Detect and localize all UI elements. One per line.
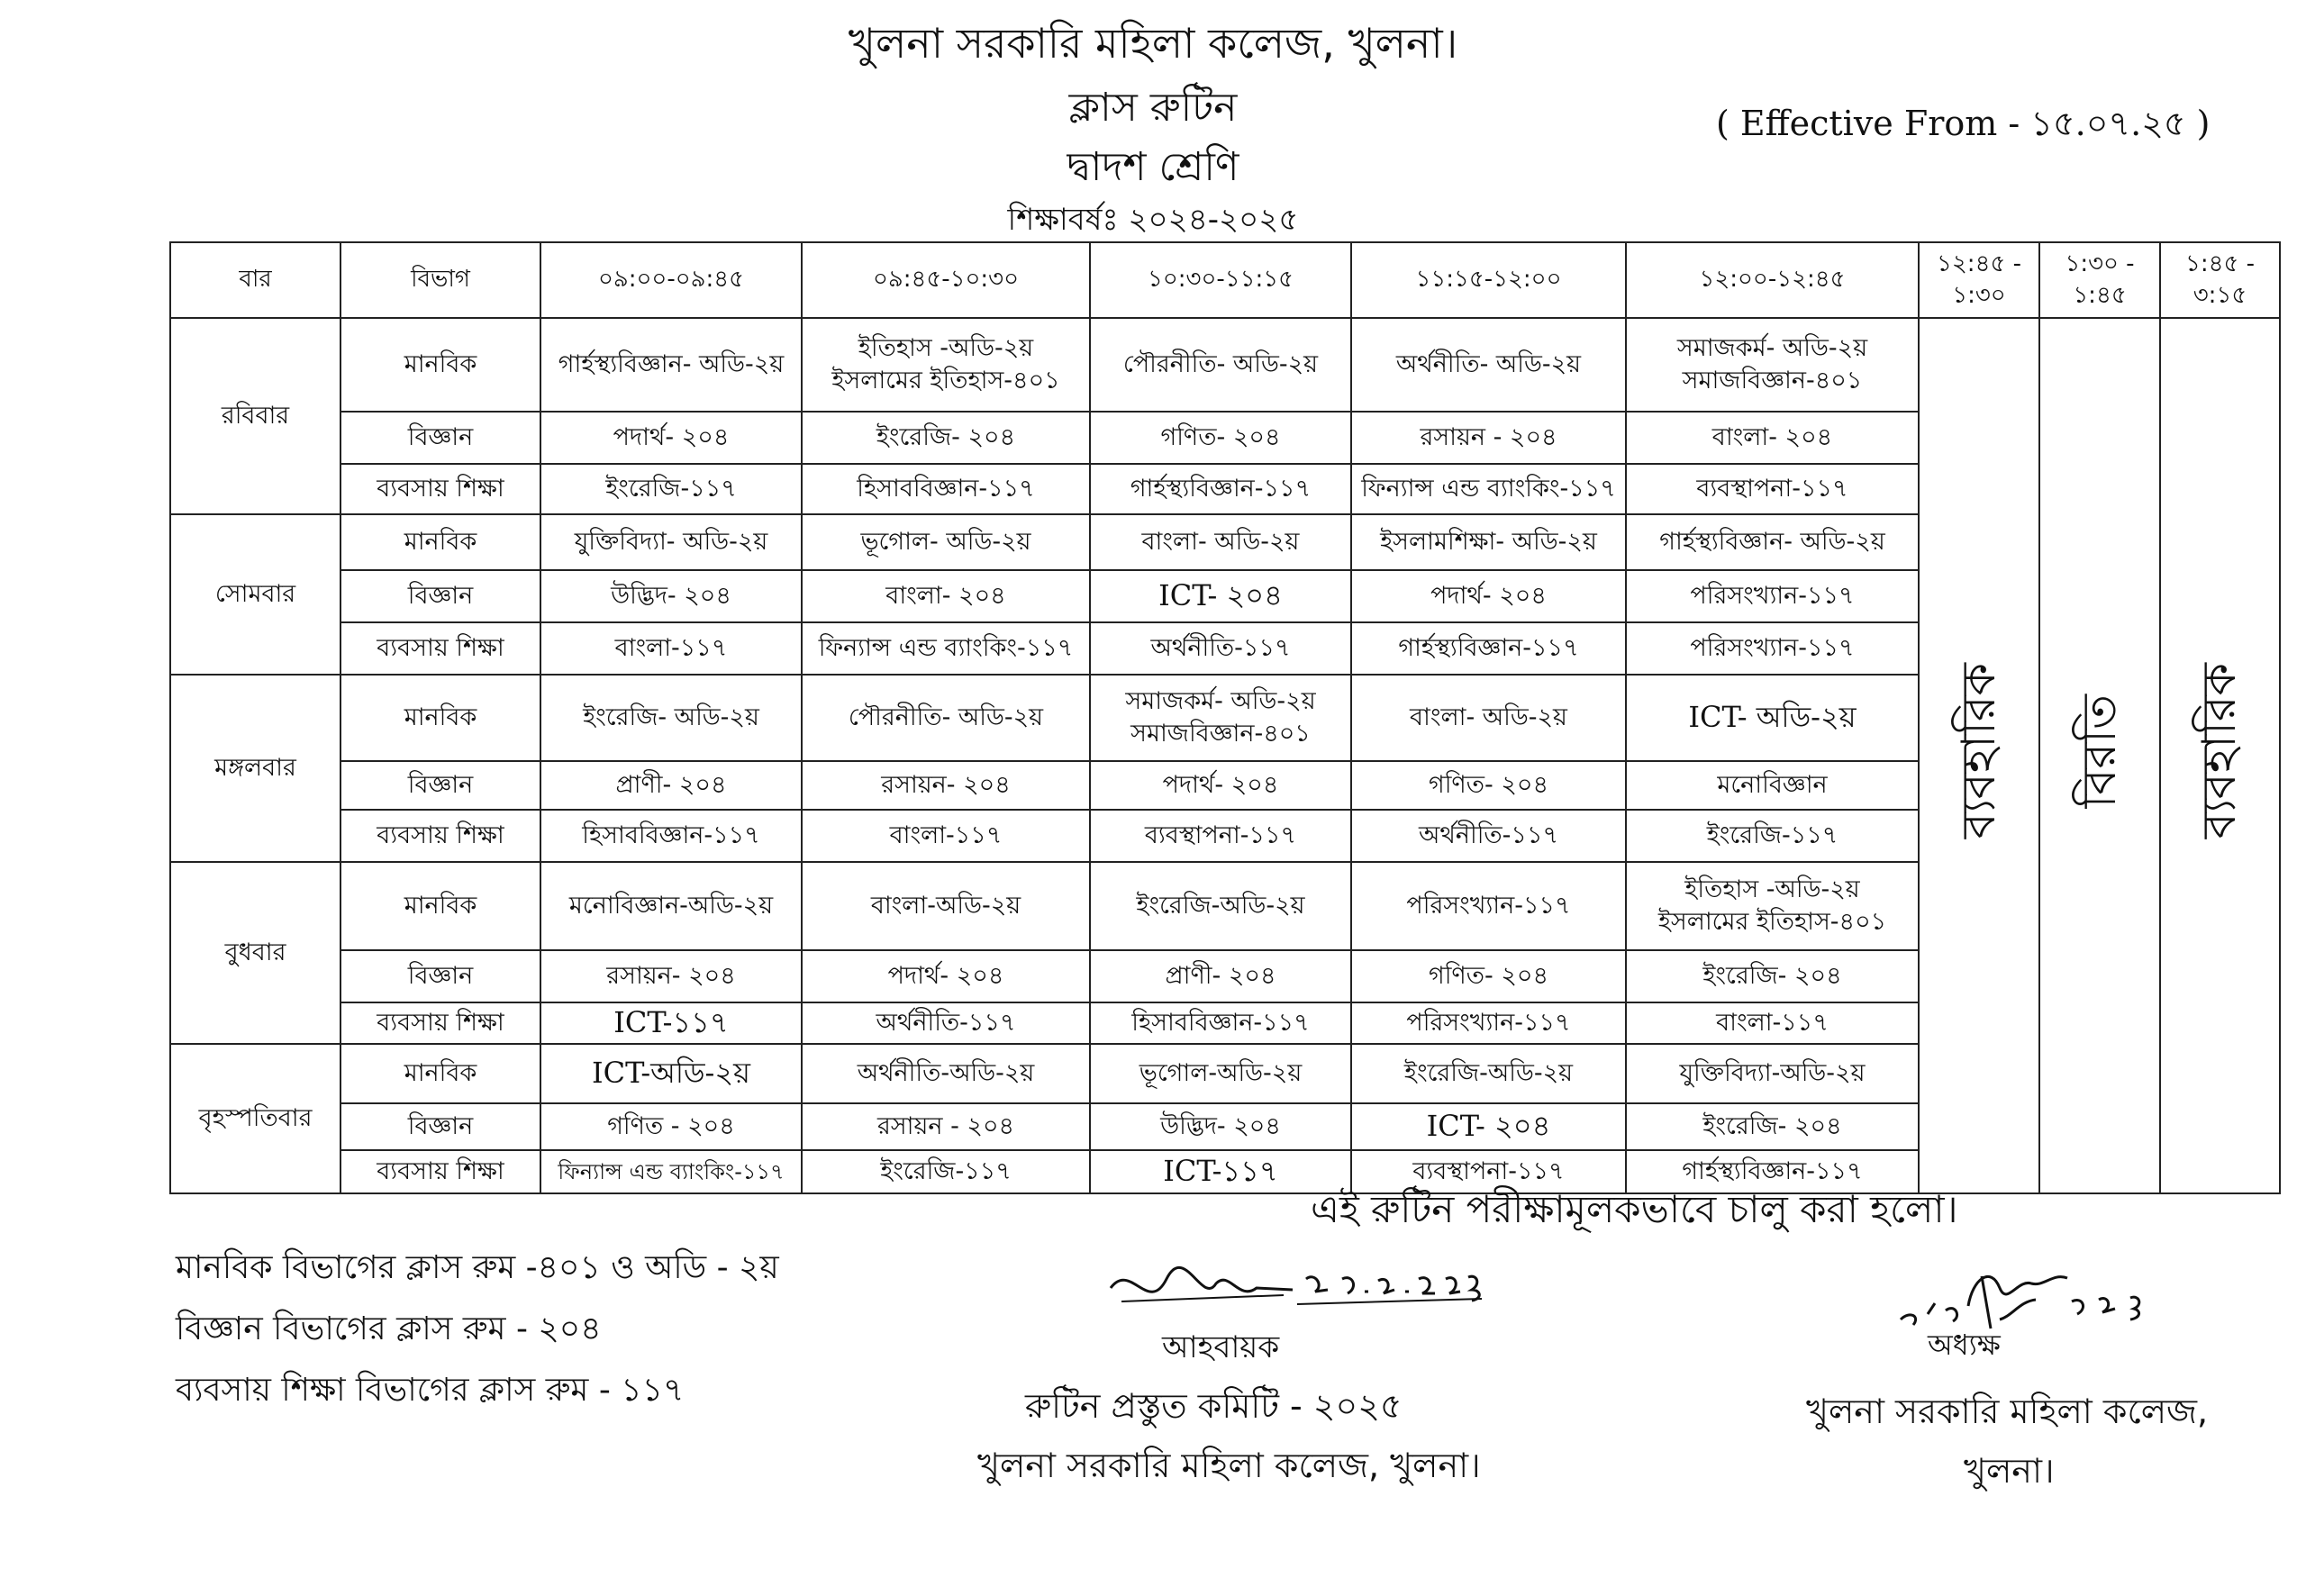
period-line: ১:৪৫ - <box>2184 249 2256 277</box>
period-header: ১১:১৫-১২:০০ <box>1351 242 1626 318</box>
class-cell <box>1626 1103 1919 1150</box>
subject-text: সমাজকর্ম- অডি-২য় <box>1125 686 1316 715</box>
subject-text: অর্থনীতি-১১৭ <box>876 1008 1016 1037</box>
subject-text: ICT-১১৭ <box>1163 1154 1278 1189</box>
dept-column-header: বিভাগ <box>340 242 540 318</box>
subject-text: ব্যবস্থাপনা-১১৭ <box>1696 474 1848 503</box>
class-cell <box>1090 862 1351 950</box>
subject-text: সমাজবিজ্ঞান-৪০১ <box>1130 720 1311 748</box>
class-cell <box>1626 761 1919 810</box>
subject-text: বাংলা- ২০৪ <box>885 581 1006 610</box>
subject-text: গণিত- ২০৪ <box>1429 770 1548 799</box>
dept-cell: বিজ্ঞান <box>340 950 540 1002</box>
class-cell <box>540 570 802 622</box>
principal-college: খুলনা। <box>1964 1451 2055 1491</box>
subject-text: পরিসংখ্যান-১১৭ <box>1406 1008 1571 1037</box>
subject-text: হিসাববিজ্ঞান-১১৭ <box>1131 1008 1310 1037</box>
subject-text: পরিসংখ্যান-১১৭ <box>1690 633 1855 662</box>
subject-text: ভূগোল-অডি-২য় <box>1139 1058 1303 1087</box>
class-cell <box>802 514 1090 570</box>
subject-text: অর্থনীতি-অডি-২য় <box>857 1058 1035 1087</box>
subject-text: সমাজকর্ম- অডি-২য় <box>1676 333 1868 362</box>
header-row <box>170 242 2280 318</box>
class-cell <box>540 412 802 464</box>
day-cell: মঙ্গলবার <box>170 675 340 862</box>
subject-text: রসায়ন- ২০৪ <box>881 770 1011 799</box>
class-cell <box>1626 862 1919 950</box>
subject-text: বাংলা-১১৭ <box>889 821 1003 849</box>
class-cell <box>1351 1103 1626 1150</box>
dept-cell: ব্যবসায় শিক্ষা <box>340 1002 540 1044</box>
class-cell <box>1626 1044 1919 1103</box>
class-cell <box>540 1002 802 1044</box>
class-cell <box>540 318 802 412</box>
subject-text: বাংলা- অডি-২য় <box>1410 703 1567 731</box>
class-cell <box>1351 464 1626 514</box>
class-cell <box>1351 318 1626 412</box>
subject-text: গণিত - ২০৪ <box>607 1111 735 1140</box>
dept-cell: মানবিক <box>340 675 540 761</box>
room-info: মানবিক বিভাগের ক্লাস রুম -৪০১ ও অডি - ২য় <box>176 1249 779 1286</box>
period-line: ১:৩০ - <box>2065 249 2135 277</box>
routine-body <box>170 318 2280 1193</box>
class-cell <box>540 464 802 514</box>
class-cell <box>540 950 802 1002</box>
subject-text: ইতিহাস -অডি-২য় <box>1684 875 1860 903</box>
class-cell <box>1351 675 1626 761</box>
subject-text: ইংরেজি-অডি-২য় <box>1136 891 1305 920</box>
class-cell <box>1351 1044 1626 1103</box>
subject-text: ICT- ২০৪ <box>1426 1109 1551 1144</box>
subject-text: গার্হস্থ্যবিজ্ঞান-১১৭ <box>1130 474 1312 503</box>
subject-text: ICT- অডি-২য় <box>1688 700 1857 735</box>
class-cell <box>1351 950 1626 1002</box>
class-title: দ্বাদশ শ্রেণি <box>1067 144 1239 190</box>
subject-text: প্রাণী- ২০৪ <box>615 770 727 799</box>
convener-title: আহবায়ক <box>1162 1329 1280 1365</box>
subject-text: রসায়ন - ২০৪ <box>1420 422 1557 451</box>
class-cell <box>1626 412 1919 464</box>
class-cell <box>802 1002 1090 1044</box>
class-cell <box>1351 514 1626 570</box>
subject-text: ফিন্যান্স এন্ড ব্যাংকিং-১১৭ <box>1361 474 1616 503</box>
class-cell <box>1090 1103 1351 1150</box>
vertical-label: বিরতি <box>2072 694 2127 808</box>
subject-text: হিসাববিজ্ঞান-১১৭ <box>582 821 760 849</box>
committee-college: খুলনা সরকারি মহিলা কলেজ, খুলনা। <box>977 1446 1481 1485</box>
subject-text: ইসলামের ইতিহাস-৪০১ <box>831 367 1060 394</box>
subject-text: ইংরেজি-১১৭ <box>880 1156 1012 1185</box>
class-cell <box>1351 862 1626 950</box>
subject-text: ব্যবস্থাপনা-১১৭ <box>1412 1156 1565 1185</box>
class-cell <box>1090 514 1351 570</box>
subject-text: গার্হস্থ্যবিজ্ঞান-১১৭ <box>1398 633 1579 662</box>
subject-text: ICT-অডি-২য় <box>591 1056 751 1091</box>
class-cell <box>1626 675 1919 761</box>
subject-text: ইংরেজি-১১৭ <box>605 474 737 503</box>
subject-text: পৌরনীতি- অডি-২য় <box>848 703 1044 731</box>
dept-cell: বিজ্ঞান <box>340 761 540 810</box>
class-cell <box>802 1150 1090 1193</box>
class-cell <box>1351 570 1626 622</box>
class-cell <box>1090 761 1351 810</box>
period-header <box>2160 242 2280 318</box>
class-cell <box>1090 622 1351 675</box>
subject-text: ICT- ২০৪ <box>1158 578 1283 613</box>
class-cell <box>1090 1044 1351 1103</box>
subject-text: পরিসংখ্যান-১১৭ <box>1690 581 1855 610</box>
subject-text: ইংরেজি- অডি-২য় <box>583 703 759 731</box>
class-cell <box>802 1044 1090 1103</box>
session-label: শিক্ষাবর্ষঃ ২০২৪-২০২৫ <box>1007 202 1299 238</box>
class-cell <box>1626 318 1919 412</box>
dept-cell: বিজ্ঞান <box>340 412 540 464</box>
period-line: ১২:৪৫ - <box>1937 249 2021 277</box>
subject-text: ফিন্যান্স এন্ড ব্যাংকিং-১১৭ <box>818 633 1074 662</box>
routine-row <box>170 318 2280 412</box>
subject-text: গণিত- ২০৪ <box>1429 961 1548 990</box>
vertical-label: ব্যবহারিক <box>2193 663 2247 839</box>
vertical-label: ব্যবহারিক <box>1951 663 2006 839</box>
subject-text: ইংরেজি- ২০৪ <box>1702 1111 1842 1140</box>
class-cell <box>1626 514 1919 570</box>
effective-date: ( Effective From - ১৫.০৭.২৫ ) <box>1716 104 2211 143</box>
day-cell: রবিবার <box>170 318 340 514</box>
room-info: বিজ্ঞান বিভাগের ক্লাস রুম - ২০৪ <box>176 1310 602 1347</box>
class-cell <box>802 810 1090 862</box>
principal-college: খুলনা সরকারি মহিলা কলেজ, <box>1806 1392 2209 1431</box>
subject-text: ইংরেজি- ২০৪ <box>1702 961 1842 990</box>
subject-text: পদার্থ- ২০৪ <box>1430 581 1547 610</box>
dept-cell: মানবিক <box>340 318 540 412</box>
subject-text: ব্যবস্থাপনা-১১৭ <box>1144 821 1297 849</box>
class-cell <box>1626 622 1919 675</box>
class-cell <box>1351 761 1626 810</box>
period-line: ৩:১৫ <box>2193 282 2247 309</box>
class-cell <box>1090 950 1351 1002</box>
class-cell <box>802 675 1090 761</box>
class-cell <box>1351 412 1626 464</box>
class-cell <box>540 1044 802 1103</box>
subject-text: ইতিহাস -অডি-২য় <box>858 333 1034 362</box>
notice-text: এই রুটিন পরীক্ষামূলকভাবে চালু করা হলো। <box>1311 1187 1958 1231</box>
dept-cell: ব্যবসায় শিক্ষা <box>340 622 540 675</box>
subject-text: যুক্তিবিদ্যা- অডি-২য় <box>574 527 768 556</box>
subject-text: ইংরেজি-অডি-২য় <box>1403 1058 1574 1087</box>
class-cell <box>1090 810 1351 862</box>
dept-cell: বিজ্ঞান <box>340 1103 540 1150</box>
period-header: ১০:৩০-১১:১৫ <box>1090 242 1351 318</box>
subject-text: যুক্তিবিদ্যা-অডি-২য় <box>1679 1058 1866 1087</box>
period-header: ০৯:৪৫-১০:৩০ <box>802 242 1090 318</box>
class-cell <box>802 318 1090 412</box>
routine-table <box>169 241 2281 1194</box>
subject-text: বাংলা-১১৭ <box>1716 1008 1829 1037</box>
committee-name: রুটিন প্রস্তুত কমিটি - ২০২৫ <box>1025 1386 1403 1426</box>
break-column <box>1919 318 2039 1193</box>
class-cell <box>540 622 802 675</box>
subject-text: রসায়ন - ২০৪ <box>876 1111 1015 1140</box>
class-cell <box>540 1150 802 1193</box>
class-cell <box>540 810 802 862</box>
class-cell <box>1090 318 1351 412</box>
subject-text: গার্হস্থ্যবিজ্ঞান- অডি-২য় <box>558 349 785 378</box>
period-header: ১২:০০-১২:৪৫ <box>1626 242 1919 318</box>
subject-text: গার্হস্থ্যবিজ্ঞান-১১৭ <box>1682 1156 1863 1185</box>
subject-text: ইংরেজি-১১৭ <box>1706 821 1838 849</box>
class-cell <box>1090 1002 1351 1044</box>
class-cell <box>802 570 1090 622</box>
class-cell <box>540 675 802 761</box>
class-cell <box>1626 570 1919 622</box>
subject-text: অর্থনীতি-১১৭ <box>1150 633 1291 662</box>
subject-text: অর্থনীতি-১১৭ <box>1418 821 1559 849</box>
subject-text: গণিত- ২০৪ <box>1160 422 1281 451</box>
day-column-header: বার <box>170 242 340 318</box>
class-cell <box>1090 464 1351 514</box>
dept-cell: মানবিক <box>340 862 540 950</box>
subject-text: পদার্থ- ২০৪ <box>613 422 730 451</box>
subject-text: হিসাববিজ্ঞান-১১৭ <box>857 474 1035 503</box>
class-cell <box>1351 810 1626 862</box>
class-cell <box>802 464 1090 514</box>
dept-cell: ব্যবসায় শিক্ষা <box>340 810 540 862</box>
room-info: ব্যবসায় শিক্ষা বিভাগের ক্লাস রুম - ১১৭ <box>176 1372 685 1409</box>
subject-text: ICT-১১৭ <box>613 1005 729 1040</box>
subject-text: গার্হস্থ্যবিজ্ঞান- অডি-২য় <box>1659 527 1885 556</box>
dept-cell: মানবিক <box>340 514 540 570</box>
subject-text: পৌরনীতি- অডি-২য় <box>1122 349 1319 378</box>
class-cell <box>1626 950 1919 1002</box>
subject-text: ইসলামশিক্ষা- অডি-২য় <box>1380 527 1597 556</box>
day-cell: বুধবার <box>170 862 340 1044</box>
class-cell <box>540 1103 802 1150</box>
class-cell <box>540 514 802 570</box>
class-cell <box>802 862 1090 950</box>
subject-text: ফিন্যান্স এন্ড ব্যাংকিং-১১৭ <box>558 1158 785 1184</box>
subject-text: উদ্ভিদ- ২০৪ <box>611 581 731 610</box>
class-cell <box>1090 412 1351 464</box>
subject-text: বাংলা-অডি-২য় <box>870 891 1021 920</box>
principal-title: অধ্যক্ষ <box>1928 1328 2001 1362</box>
class-cell <box>802 622 1090 675</box>
subject-text: বাংলা- অডি-২য় <box>1141 527 1300 556</box>
subject-text: পদার্থ- ২০৪ <box>887 961 1004 990</box>
day-cell: বৃহস্পতিবার <box>170 1044 340 1193</box>
subject-text: পদার্থ- ২০৪ <box>1162 770 1279 799</box>
class-cell <box>1351 622 1626 675</box>
dept-cell: ব্যবসায় শিক্ষা <box>340 464 540 514</box>
dept-cell: মানবিক <box>340 1044 540 1103</box>
subject-text: সমাজবিজ্ঞান-৪০১ <box>1682 367 1863 394</box>
break-column <box>2039 318 2160 1193</box>
period-line: ১:৪৫ <box>2073 282 2127 309</box>
class-cell <box>540 761 802 810</box>
class-cell <box>802 1103 1090 1150</box>
subject-text: ইসলামের ইতিহাস-৪০১ <box>1657 908 1887 936</box>
period-header <box>2039 242 2160 318</box>
subject-text: বাংলা-১১৭ <box>614 633 728 662</box>
class-cell <box>1626 1002 1919 1044</box>
routine-title: ক্লাস রুটিন <box>1068 85 1238 131</box>
class-cell <box>1351 1002 1626 1044</box>
class-cell <box>802 412 1090 464</box>
subject-text: ইংরেজি- ২০৪ <box>876 422 1016 451</box>
subject-text: মনোবিজ্ঞান-অডি-২য় <box>568 891 774 920</box>
class-cell <box>802 950 1090 1002</box>
subject-text: উদ্ভিদ- ২০৪ <box>1160 1111 1281 1140</box>
class-cell <box>802 761 1090 810</box>
class-cell <box>540 862 802 950</box>
class-cell <box>1626 810 1919 862</box>
period-line: ১:৩০ <box>1952 282 2006 309</box>
day-cell: সোমবার <box>170 514 340 675</box>
subject-text: ভূগোল- অডি-২য় <box>860 527 1031 556</box>
subject-text: রসায়ন- ২০৪ <box>606 961 736 990</box>
dept-cell: ব্যবসায় শিক্ষা <box>340 1150 540 1193</box>
class-cell <box>1090 675 1351 761</box>
period-header <box>1919 242 2039 318</box>
class-cell <box>1626 464 1919 514</box>
dept-cell: বিজ্ঞান <box>340 570 540 622</box>
subject-text: বাংলা- ২০৪ <box>1711 422 1833 451</box>
subject-text: প্রাণী- ২০৪ <box>1165 961 1276 990</box>
subject-text: অর্থনীতি- অডি-২য় <box>1395 349 1582 378</box>
subject-text: মনোবিজ্ঞান <box>1717 770 1828 799</box>
class-cell <box>1090 570 1351 622</box>
break-column <box>2160 318 2280 1193</box>
college-title: খুলনা সরকারি মহিলা কলেজ, খুলনা। <box>848 19 1458 68</box>
period-header: ০৯:০০-০৯:৪৫ <box>540 242 802 318</box>
subject-text: পরিসংখ্যান-১১৭ <box>1406 891 1571 920</box>
convener-signature <box>1103 1252 1491 1333</box>
